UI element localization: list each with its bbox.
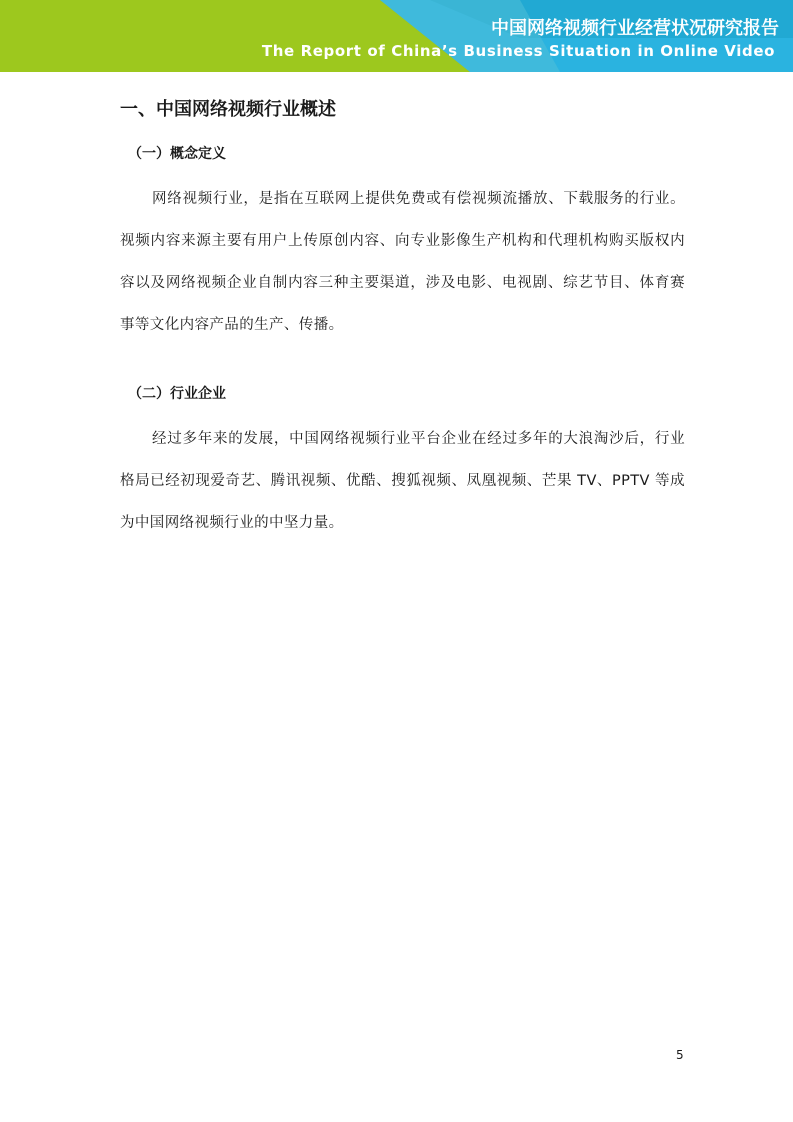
subsection-heading-enterprises: （二）行业企业 bbox=[128, 386, 226, 402]
paragraph-enterprises: 经过多年来的发展，中国网络视频行业平台企业在经过多年的大浪淘沙后，行业格局已经初现爱奇艺、腾讯视频、优酷、搜狐视频、凤凰视频、芒果 TV、PPTV 等成为中国网络视频行业的中坚力量。 bbox=[120, 431, 685, 531]
paragraph-definition: 网络视频行业，是指在互联网上提供免费或有偿视频流播放、下载服务的行业。视频内容来源主要有用户上传原创内容、向专业影像生产机构和代理机构购买版权内容以及网络视频企业自制内容三种主要渠道，涉及电影、电视剧、综艺节目、体育赛事等文化内容产品的生产、传播。 bbox=[120, 191, 685, 333]
header-banner bbox=[0, 0, 793, 72]
section-heading: 一、中国网络视频行业概述 bbox=[120, 99, 336, 120]
subsection-heading-definition: （一）概念定义 bbox=[128, 146, 226, 162]
report-title-en: The Report of China’s Business Situation in Online Video bbox=[261, 42, 775, 60]
report-title-cn: 中国网络视频行业经营状况研究报告 bbox=[491, 18, 779, 39]
page-number: 5 bbox=[676, 1048, 684, 1062]
page-content bbox=[120, 96, 685, 544]
